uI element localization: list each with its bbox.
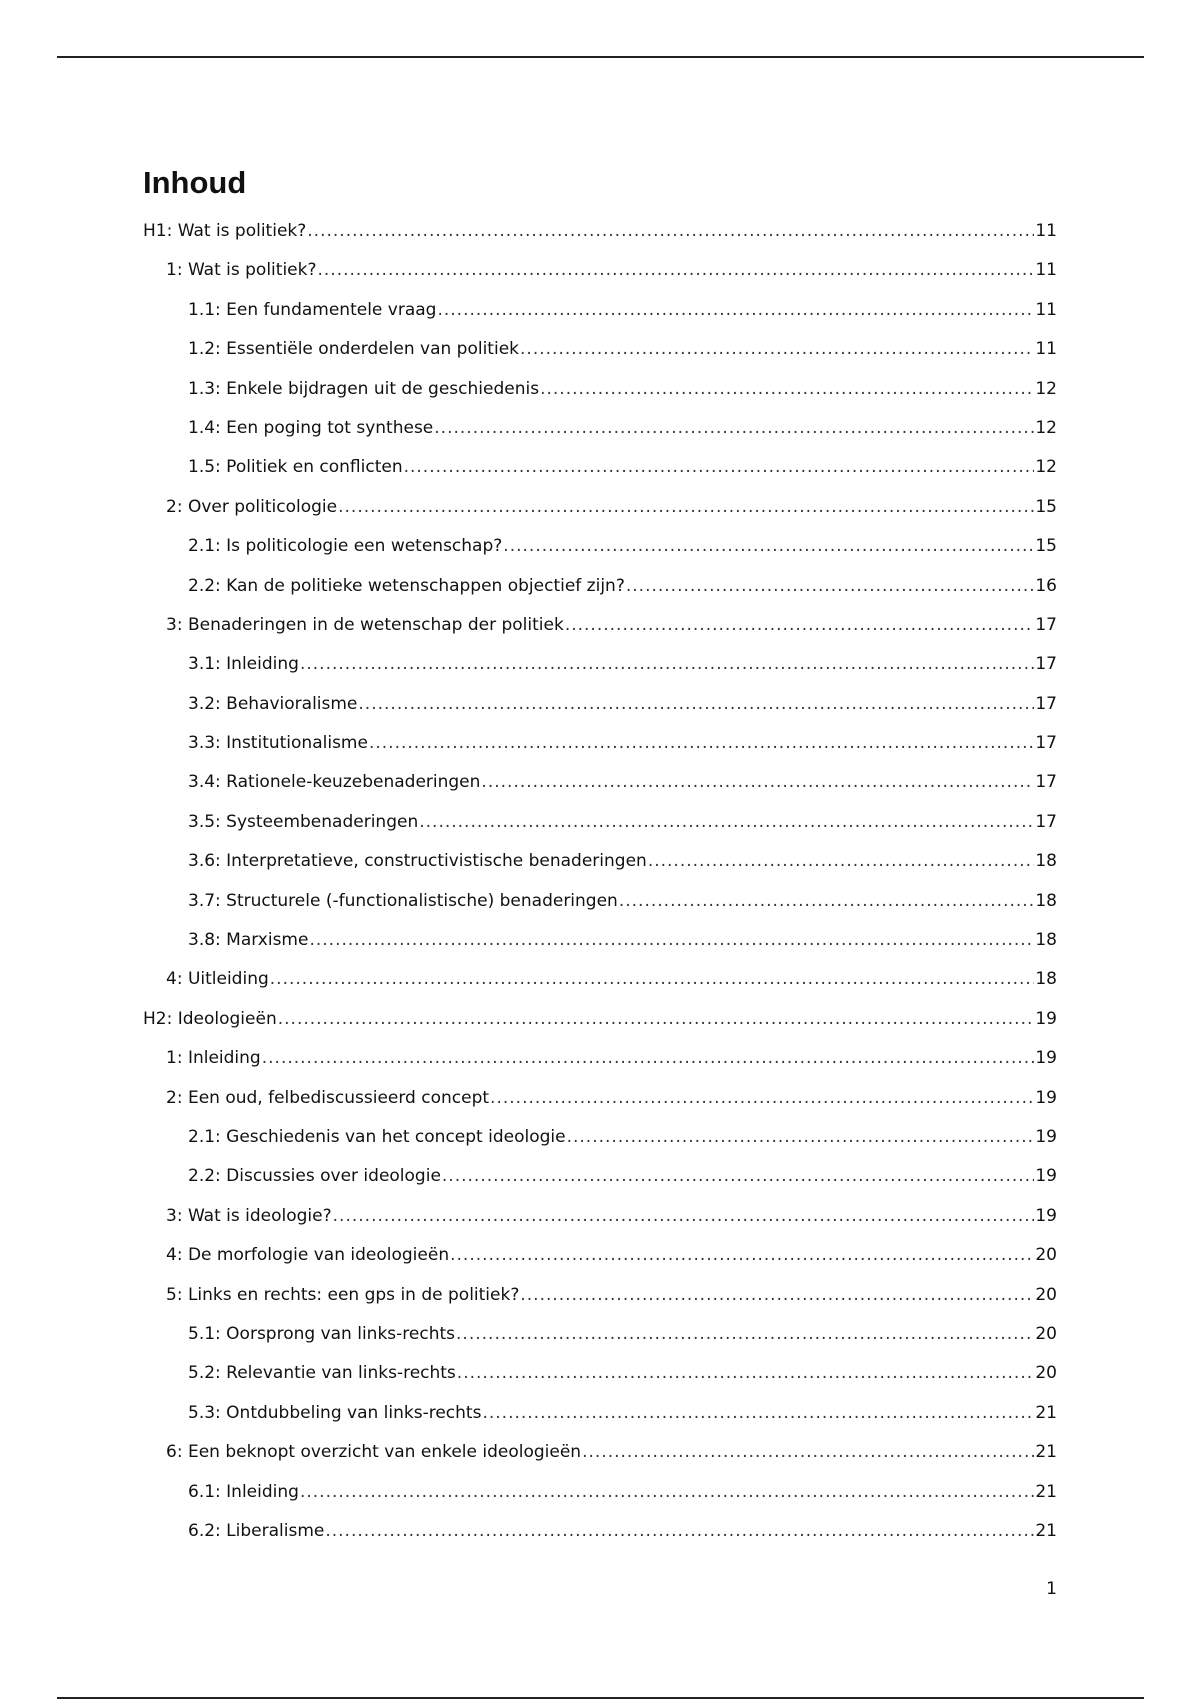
- toc-entry-label: 1: Wat is politiek?: [166, 260, 317, 281]
- toc-dot-leader: [300, 1479, 1034, 1505]
- toc-entry-label: 3.4: Rationele-keuzebenaderingen: [188, 772, 481, 793]
- toc-dot-leader: [540, 376, 1034, 402]
- toc-entry-page: 19: [1035, 1205, 1057, 1226]
- toc-dot-leader: [434, 415, 1034, 441]
- toc-entry-page: 12: [1035, 457, 1057, 478]
- toc-entry-label: 3.6: Interpretatieve, constructivistische benaderingen: [188, 851, 647, 872]
- toc-entry[interactable]: [0, 1163, 1200, 1202]
- toc-dot-leader: [333, 1203, 1034, 1229]
- toc-entry-page: 20: [1035, 1245, 1057, 1266]
- toc-entry-page: 18: [1035, 969, 1057, 990]
- toc-title: Inhoud: [143, 165, 247, 200]
- toc-entry-page: 19: [1035, 1166, 1057, 1187]
- toc-entry[interactable]: [0, 1400, 1200, 1439]
- toc-dot-leader: [278, 1006, 1034, 1032]
- toc-dot-leader: [300, 651, 1034, 677]
- toc-entry-page: 19: [1035, 1126, 1057, 1147]
- toc-entry-page: 19: [1035, 1087, 1057, 1108]
- toc-entry-page: 11: [1035, 221, 1057, 241]
- toc-dot-leader: [450, 1242, 1034, 1268]
- toc-entry-page: 19: [1035, 1048, 1057, 1069]
- toc-entry[interactable]: [0, 1203, 1200, 1242]
- toc-entry[interactable]: [0, 927, 1200, 966]
- toc-dot-leader: [270, 966, 1034, 992]
- toc-entry-label: 2: Over politicologie: [166, 496, 338, 517]
- toc-dot-leader: [565, 612, 1034, 638]
- toc-dot-leader: [567, 1124, 1034, 1150]
- toc-entry-label: 2: Een oud, felbediscussieerd concept: [166, 1087, 490, 1108]
- toc-entry-page: 18: [1035, 890, 1057, 911]
- toc-entry-label: H2: Ideologieën: [143, 1008, 277, 1029]
- toc-dot-leader: [419, 809, 1034, 835]
- toc-entry[interactable]: [0, 218, 1200, 257]
- toc-entry-page: 20: [1035, 1323, 1057, 1344]
- toc-dot-leader: [619, 888, 1034, 914]
- toc-entry[interactable]: [0, 336, 1200, 375]
- toc-dot-leader: [582, 1439, 1034, 1465]
- toc-entry[interactable]: [0, 769, 1200, 808]
- toc-dot-leader: [456, 1321, 1034, 1347]
- toc-entry[interactable]: [0, 1124, 1200, 1163]
- toc-entry-label: 1.4: Een poging tot synthese: [188, 417, 434, 438]
- toc-entry[interactable]: [0, 533, 1200, 572]
- toc-entry-page: 16: [1035, 575, 1057, 596]
- toc-entry-page: 21: [1035, 1402, 1057, 1423]
- toc-entry-page: 21: [1035, 1520, 1057, 1541]
- toc-entry-label: 3.1: Inleiding: [188, 654, 299, 675]
- toc-entry[interactable]: [0, 454, 1200, 493]
- page-number: 1: [1046, 1579, 1057, 1599]
- toc-dot-leader: [520, 1282, 1034, 1308]
- toc-entry-label: 2.2: Kan de politieke wetenschappen objectief zijn?: [188, 575, 625, 596]
- toc-entry[interactable]: [0, 1242, 1200, 1281]
- toc-entry-label: 1.3: Enkele bijdragen uit de geschiedenis: [188, 378, 540, 399]
- toc-entry-page: 17: [1035, 614, 1057, 635]
- toc-dot-leader: [318, 257, 1035, 283]
- toc-dot-leader: [520, 336, 1034, 362]
- toc-entry-page: 11: [1035, 260, 1057, 281]
- toc-entry-label: 3.3: Institutionalisme: [188, 733, 368, 754]
- toc-entry[interactable]: [0, 494, 1200, 533]
- toc-entry[interactable]: [0, 1045, 1200, 1084]
- top-rule: [57, 56, 1144, 58]
- toc-entry-page: 17: [1035, 811, 1057, 832]
- toc-entry-page: 12: [1035, 378, 1057, 399]
- toc-dot-leader: [490, 1085, 1034, 1111]
- toc-entry[interactable]: [0, 1321, 1200, 1360]
- toc-dot-leader: [404, 454, 1034, 480]
- toc-entry-label: 1.1: Een fundamentele vraag: [188, 299, 437, 320]
- toc-entry-label: 3: Wat is ideologie?: [166, 1205, 332, 1226]
- toc-entry-label: 2.1: Is politicologie een wetenschap?: [188, 536, 503, 557]
- toc-entry-label: 6.1: Inleiding: [188, 1481, 299, 1502]
- toc-dot-leader: [369, 730, 1034, 756]
- toc-entry-page: 21: [1035, 1481, 1057, 1502]
- toc-entry-label: 3: Benaderingen in de wetenschap der politiek: [166, 614, 564, 635]
- toc-dot-leader: [307, 218, 1034, 244]
- toc-entry-page: 15: [1035, 496, 1057, 517]
- toc-entry[interactable]: [0, 848, 1200, 887]
- toc-entry[interactable]: [0, 966, 1200, 1005]
- toc-entry-page: 21: [1035, 1442, 1057, 1463]
- toc-dot-leader: [648, 848, 1034, 874]
- toc-entry-page: 17: [1035, 733, 1057, 754]
- toc-entry[interactable]: [0, 888, 1200, 927]
- toc-entry-label: 3.5: Systeembenaderingen: [188, 811, 419, 832]
- toc-entry-label: 1.5: Politiek en conflicten: [188, 457, 403, 478]
- toc-dot-leader: [626, 573, 1034, 599]
- toc-entry[interactable]: [0, 573, 1200, 612]
- toc-entry[interactable]: [0, 257, 1200, 296]
- toc-entry-page: 20: [1035, 1363, 1057, 1384]
- toc-dot-leader: [437, 297, 1034, 323]
- toc-entry[interactable]: [0, 1085, 1200, 1124]
- toc-entry[interactable]: [0, 1479, 1200, 1518]
- toc-entry-label: 2.1: Geschiedenis van het concept ideologie: [188, 1126, 566, 1147]
- toc-dot-leader: [262, 1045, 1034, 1071]
- toc-entry-page: 17: [1035, 654, 1057, 675]
- toc-entry-label: 6.2: Liberalisme: [188, 1520, 325, 1541]
- toc-entry-label: 1.2: Essentiële onderdelen van politiek: [188, 339, 520, 360]
- toc-entry-label: 5.3: Ontdubbeling van links-rechts: [188, 1402, 482, 1423]
- bottom-rule: [57, 1697, 1144, 1699]
- toc-entry-label: 1: Inleiding: [166, 1048, 261, 1069]
- toc-entry[interactable]: [0, 612, 1200, 651]
- toc-entry[interactable]: [0, 730, 1200, 769]
- toc-dot-leader: [503, 533, 1034, 559]
- toc-entry[interactable]: [0, 1282, 1200, 1321]
- toc-entry-page: 17: [1035, 772, 1057, 793]
- toc-dot-leader: [442, 1163, 1034, 1189]
- toc-entry[interactable]: [0, 1006, 1200, 1045]
- toc-entry-page: 18: [1035, 930, 1057, 951]
- toc-entry-page: 15: [1035, 536, 1057, 557]
- toc-dot-leader: [457, 1360, 1034, 1386]
- toc-entry-page: 18: [1035, 851, 1057, 872]
- table-of-contents: [0, 218, 1200, 1557]
- toc-entry-label: 2.2: Discussies over ideologie: [188, 1166, 441, 1187]
- toc-entry[interactable]: [0, 1518, 1200, 1557]
- toc-entry[interactable]: [0, 691, 1200, 730]
- toc-entry-label: 5.1: Oorsprong van links-rechts: [188, 1323, 456, 1344]
- toc-entry-label: 5.2: Relevantie van links-rechts: [188, 1363, 456, 1384]
- toc-entry[interactable]: [0, 376, 1200, 415]
- toc-entry-label: 4: Uitleiding: [166, 969, 269, 990]
- toc-entry-label: 3.2: Behavioralisme: [188, 693, 358, 714]
- toc-entry-page: 12: [1035, 417, 1057, 438]
- toc-entry-page: 17: [1035, 693, 1057, 714]
- toc-entry-page: 20: [1035, 1284, 1057, 1305]
- toc-dot-leader: [309, 927, 1034, 953]
- toc-dot-leader: [481, 769, 1034, 795]
- toc-entry[interactable]: [0, 297, 1200, 336]
- toc-entry-page: 19: [1035, 1008, 1057, 1029]
- toc-dot-leader: [358, 691, 1034, 717]
- toc-entry-label: 6: Een beknopt overzicht van enkele ideologieën: [166, 1442, 582, 1463]
- toc-entry-label: 3.7: Structurele (-functionalistische) benaderingen: [188, 890, 618, 911]
- toc-entry[interactable]: [0, 809, 1200, 848]
- toc-entry[interactable]: [0, 415, 1200, 454]
- toc-dot-leader: [325, 1518, 1034, 1544]
- toc-entry-page: 11: [1035, 339, 1057, 360]
- toc-entry[interactable]: [0, 651, 1200, 690]
- toc-dot-leader: [482, 1400, 1034, 1426]
- toc-entry-label: 5: Links en rechts: een gps in de politiek?: [166, 1284, 520, 1305]
- toc-entry-page: 11: [1035, 299, 1057, 320]
- toc-entry-label: 4: De morfologie van ideologieën: [166, 1245, 450, 1266]
- toc-dot-leader: [338, 494, 1034, 520]
- toc-entry[interactable]: [0, 1360, 1200, 1399]
- toc-entry-label: H1: Wat is politiek?: [143, 221, 307, 241]
- toc-entry[interactable]: [0, 1439, 1200, 1478]
- toc-entry-label: 3.8: Marxisme: [188, 930, 309, 951]
